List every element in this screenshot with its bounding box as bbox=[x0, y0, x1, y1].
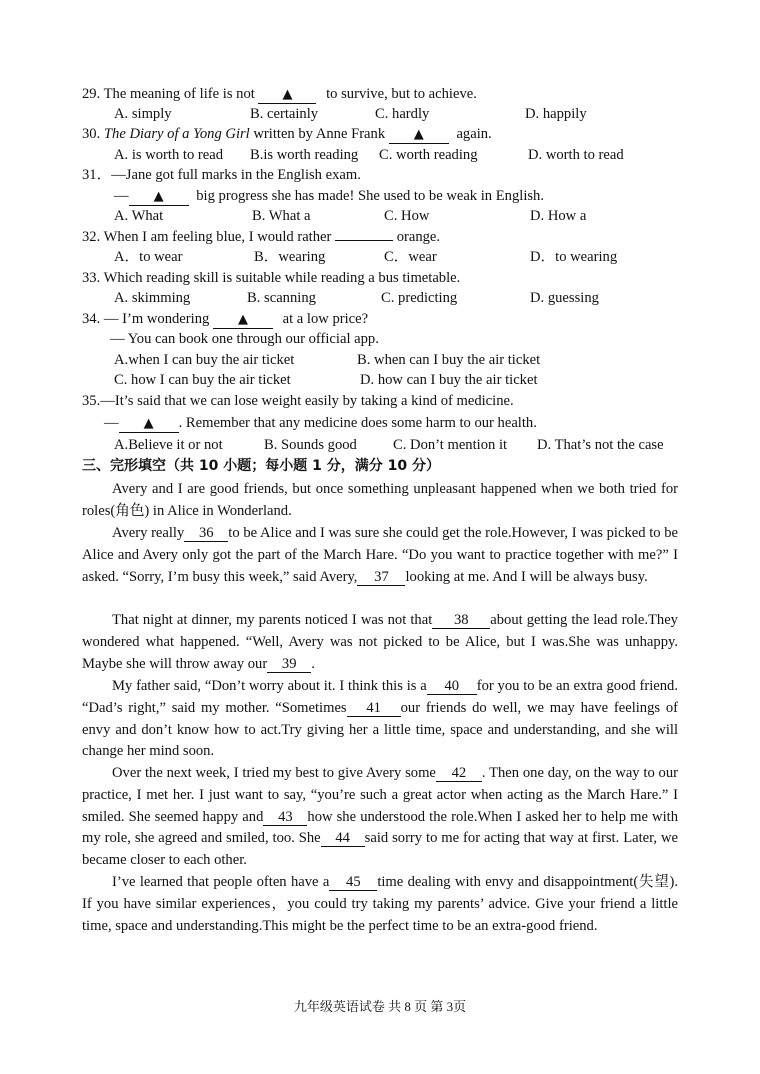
option-b: B. What a bbox=[252, 208, 311, 224]
option-c: C．wear bbox=[384, 249, 437, 265]
triangle-icon: ▲ bbox=[282, 87, 293, 102]
para-text: how she understood the role.When I asked her to help me with my role, she agreed and smiled, too. She bbox=[82, 808, 679, 847]
q-stem: written by Anne Frank bbox=[253, 126, 386, 142]
para-text: . bbox=[311, 655, 315, 672]
cloze-paragraph-5 bbox=[82, 763, 678, 872]
option-a: A．to wear bbox=[114, 249, 183, 265]
para-text: That night at dinner, my parents noticed I was not that bbox=[112, 612, 433, 628]
question-35 bbox=[82, 391, 514, 411]
blank-41: 41 bbox=[347, 701, 401, 717]
para-text: to be Alice and I was sure she could get the role.However, I was picked to be Alice and Avery only got the part of the March Hare. “Do you want to practice together with me?” I asked. “Sorry, I’m busy this week,” said Avery, bbox=[82, 525, 678, 585]
option-a: A. skimming bbox=[114, 290, 191, 306]
cloze-paragraph-1 bbox=[82, 479, 678, 523]
para-text: about getting the lead role.They wondered what happened. “Well, Avery was not picked to be Alice, but I was.She was unhappy. Maybe she will throw away our bbox=[82, 612, 678, 672]
dash: — bbox=[104, 415, 119, 431]
blank-44: 44 bbox=[321, 831, 365, 847]
option-a: A. What bbox=[114, 208, 164, 224]
option-b: B. when can I buy the air ticket bbox=[357, 352, 541, 368]
cloze-paragraph-4 bbox=[82, 676, 678, 763]
para-text: I’ve learned that people often have a bbox=[112, 874, 330, 890]
option-d: D. worth to read bbox=[528, 147, 624, 163]
answer-blank bbox=[119, 415, 179, 433]
q-stem: The meaning of life is not bbox=[103, 86, 255, 102]
q-line1: —It’s said that we can lose weight easily by taking a kind of medicine. bbox=[100, 393, 514, 409]
question-33 bbox=[82, 268, 460, 288]
option-b: B．wearing bbox=[254, 249, 326, 265]
option-c: C. hardly bbox=[375, 106, 430, 122]
q-number: 34. bbox=[82, 311, 101, 327]
question-35-line2 bbox=[104, 413, 537, 433]
para-text: time dealing with envy and disappointment(失望). If you have similar experiences，you could try taking my parents’ advice. Give your friend a little time, space and understanding.This might be the perfect time to be an extra-good friend. bbox=[82, 874, 678, 934]
option-a: A.when I can buy the air ticket bbox=[114, 352, 295, 368]
section-heading: 三、完形填空（共 10 小题；每小题 1 分，满分 10 分） bbox=[82, 458, 440, 474]
blank-37: 37 bbox=[357, 570, 405, 586]
option-d: D. happily bbox=[525, 106, 587, 122]
cloze-paragraph-6 bbox=[82, 872, 678, 937]
para-text: Avery really bbox=[112, 525, 185, 541]
option-c: C. how I can buy the air ticket bbox=[114, 372, 291, 388]
cloze-paragraph-2 bbox=[82, 523, 678, 588]
q-number: 32. bbox=[82, 229, 101, 245]
question-31 bbox=[82, 165, 361, 185]
question-29 bbox=[82, 84, 477, 104]
option-d: D. That’s not the case bbox=[537, 437, 664, 453]
q-stem-end: orange. bbox=[396, 229, 441, 245]
q-stem-end: to survive, but to achieve. bbox=[326, 86, 477, 102]
q-stem-end: . Remember that any medicine does some harm to our health. bbox=[178, 415, 537, 431]
book-title: The Diary of a Yong Girl bbox=[103, 126, 250, 142]
option-b: B. Sounds good bbox=[264, 437, 357, 453]
q-number: 33. bbox=[82, 270, 101, 286]
option-b: B. certainly bbox=[250, 106, 319, 122]
answer-blank bbox=[335, 240, 393, 241]
q-stem: — I’m wondering bbox=[103, 311, 210, 327]
blank-38: 38 bbox=[432, 613, 490, 629]
option-a: A. is worth to read bbox=[114, 147, 224, 163]
para-text: for you to be an extra good friend. “Dad’s right,” said my mother. “Sometimes bbox=[82, 678, 678, 716]
q-number: 30. bbox=[82, 126, 101, 142]
triangle-icon: ▲ bbox=[143, 416, 154, 431]
option-d: D．to wearing bbox=[530, 249, 618, 265]
blank-43: 43 bbox=[263, 810, 307, 826]
blank-40: 40 bbox=[427, 679, 477, 695]
q-number: 31． bbox=[82, 167, 112, 183]
option-c: C. Don’t mention it bbox=[393, 437, 508, 453]
q-number: 29. bbox=[82, 86, 101, 102]
q-line2: — You can book one through our official app. bbox=[110, 331, 379, 347]
q-line1: —Jane got full marks in the English exam. bbox=[111, 167, 361, 183]
question-30 bbox=[82, 124, 492, 144]
blank-45: 45 bbox=[329, 875, 377, 891]
blank-36: 36 bbox=[184, 526, 228, 542]
para-text: Over the next week, I tried my best to give Avery some bbox=[112, 765, 436, 781]
para-text: said sorry to me for acting that way at first. Later, we became closer to each other. bbox=[82, 830, 678, 869]
q-stem-end: at a low price? bbox=[282, 311, 369, 327]
dash: — bbox=[114, 188, 129, 204]
question-31-line2 bbox=[114, 186, 544, 206]
cloze-paragraph-3 bbox=[82, 610, 678, 675]
answer-blank bbox=[258, 86, 316, 104]
q-stem: When I am feeling blue, I would rather bbox=[103, 229, 332, 245]
q-number: 35. bbox=[82, 393, 101, 409]
option-c: C. predicting bbox=[381, 290, 458, 306]
q-stem-end: big progress she has made! She used to be weak in English. bbox=[196, 188, 544, 204]
option-a: A. simply bbox=[114, 106, 172, 122]
answer-blank bbox=[129, 188, 189, 206]
q-stem-end: again. bbox=[456, 126, 492, 142]
para-text: My father said, “Don’t worry about it. I think this is a bbox=[112, 678, 427, 694]
triangle-icon: ▲ bbox=[153, 189, 164, 204]
option-d: D. How a bbox=[530, 208, 587, 224]
para-text: looking at me. And I will be always busy. bbox=[405, 568, 648, 585]
para-text: Avery and I are good friends, but once something unpleasant happened when we both tried for roles(角色) in Alice in Wonderland. bbox=[82, 481, 678, 519]
question-32 bbox=[82, 227, 440, 247]
option-b: B.is worth reading bbox=[250, 147, 359, 163]
blank-39: 39 bbox=[267, 657, 311, 673]
option-c: C. How bbox=[384, 208, 430, 224]
para-text: our friends do well, we may have feelings of envy and don’t know how to act.Try giving her a little time, space and understanding, and she will change her mind soon. bbox=[82, 699, 678, 760]
option-c: C. worth reading bbox=[379, 147, 478, 163]
triangle-icon: ▲ bbox=[237, 312, 248, 327]
answer-blank bbox=[213, 311, 273, 329]
option-d: D. how can I buy the air ticket bbox=[360, 372, 538, 388]
blank-42: 42 bbox=[436, 766, 482, 782]
question-34 bbox=[82, 309, 368, 329]
option-b: B. scanning bbox=[247, 290, 316, 306]
para-text: . Then one day, on the way to our practice, I met her. I just want to say, “you’re such a great actor when acting as the March Hare.” I smiled. She seemed happy and bbox=[82, 765, 678, 825]
option-d: D. guessing bbox=[530, 290, 599, 306]
triangle-icon: ▲ bbox=[413, 127, 424, 142]
q-stem: Which reading skill is suitable while reading a bus timetable. bbox=[103, 270, 461, 286]
answer-blank bbox=[389, 126, 449, 144]
option-a: A.Believe it or not bbox=[114, 437, 223, 453]
page-footer: 九年级英语试卷 共 8 页 第 3页 bbox=[293, 999, 467, 1014]
